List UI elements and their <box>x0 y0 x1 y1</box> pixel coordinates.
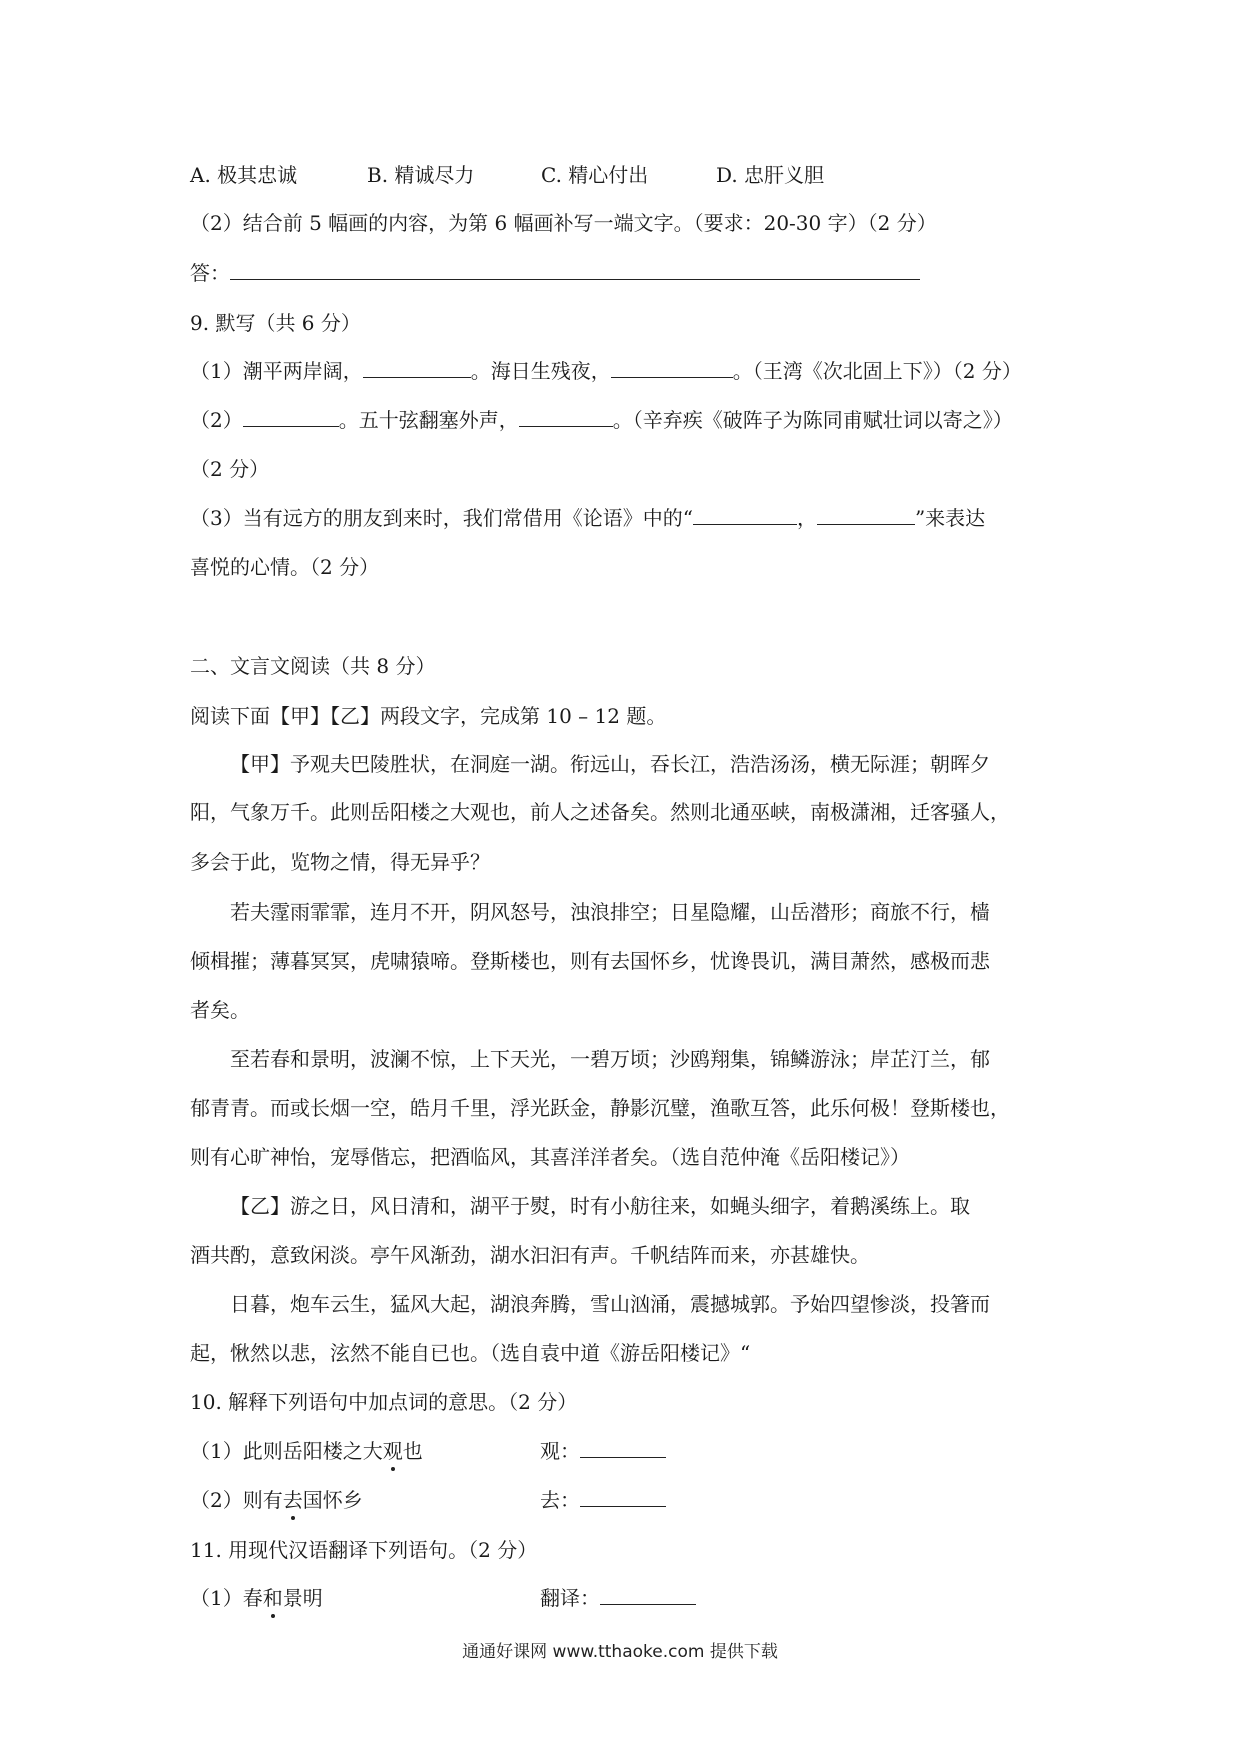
option-d: D. 忠肝义胆 <box>716 163 825 187</box>
q9-item3 <box>190 504 985 532</box>
dotted-word: 和 <box>262 1586 283 1610</box>
q9-blank <box>817 504 915 525</box>
jia-p3-line3: 则有心旷神怡，宠辱偕忘，把酒临风，其喜洋洋者矣。（选自范仲淹《岳阳楼记》） <box>190 1145 910 1169</box>
q11-item1-post: 景明 <box>282 1586 323 1610</box>
answer-blank <box>580 1486 666 1507</box>
jia-p2-line1: 若夫霪雨霏霏，连月不开，阴风怒号，浊浪排空；日星隐耀，山岳潜形；商旅不行，樯 <box>230 900 990 924</box>
q11-answer1-label: 翻译： <box>540 1586 600 1610</box>
answer-label: 答： <box>190 261 230 285</box>
q10-item2-pre: （2）则有 <box>190 1488 283 1512</box>
q10-item2 <box>190 1486 363 1514</box>
q11-answer1 <box>540 1584 696 1612</box>
q11-title: 11. 用现代汉语翻译下列语句。（2 分） <box>190 1538 538 1562</box>
yi-p1-line2: 酒共酌，意致闲淡。亭午风渐劲，湖水汩汩有声。千帆结阵而来，亦甚雄快。 <box>190 1243 870 1267</box>
jia-p3-line1: 至若春和景明，波澜不惊，上下天光，一碧万顷；沙鸥翔集，锦鳞游泳；岸芷汀兰，郁 <box>230 1047 990 1071</box>
q9-item1 <box>190 357 1022 385</box>
q9-item1-text-a: （1）潮平两岸阔， <box>190 359 363 383</box>
q9-blank <box>611 357 733 378</box>
answer-blank <box>230 259 920 280</box>
q9-item3-text-b: ， <box>796 506 817 530</box>
q10-item1-post: 也 <box>402 1439 423 1463</box>
answer-blank <box>600 1584 696 1605</box>
q9-item1-text-b: 。海日生残夜， <box>470 359 611 383</box>
jia-p1-line3: 多会于此，览物之情，得无异乎？ <box>190 850 490 874</box>
q9-item2-score: （2 分） <box>190 457 270 481</box>
answer-blank <box>580 1437 666 1458</box>
q10-title: 10. 解释下列语句中加点词的意思。（2 分） <box>190 1390 578 1414</box>
q8-answer-line <box>190 259 920 287</box>
jia-p1-line1: 【甲】予观夫巴陵胜状，在洞庭一湖。衔远山，吞长江，浩浩汤汤，横无际涯；朝晖夕 <box>230 752 990 776</box>
dotted-word: 去 <box>282 1488 303 1512</box>
q9-item3-text-a: （3）当有远方的朋友到来时，我们常借用《论语》中的“ <box>190 506 693 530</box>
q9-item1-text-c: 。（王湾《次北固上下》）（2 分） <box>732 359 1022 383</box>
q9-blank <box>693 504 797 525</box>
q10-answer1-label: 观： <box>540 1439 580 1463</box>
jia-p1-line2: 阳，气象万千。此则岳阳楼之大观也，前人之述备矣。然则北通巫峡，南极潇湘，迁客骚人， <box>190 800 1010 824</box>
q11-item1-pre: （1）春 <box>190 1586 263 1610</box>
q9-title: 9. 默写（共 6 分） <box>190 311 361 335</box>
q10-item2-post: 国怀乡 <box>302 1488 363 1512</box>
q9-item2-text-a: （2） <box>190 408 243 432</box>
q9-item3-cont: 喜悦的心情。（2 分） <box>190 555 380 579</box>
yi-p2-line2: 起，愀然以悲，泫然不能自已也。（选自袁中道《游岳阳楼记》“ <box>190 1341 751 1365</box>
yi-p2-line1: 日暮，炮车云生，猛风大起，湖浪奔腾，雪山汹涌，震撼城郭。予始四望惨淡，投箸而 <box>230 1292 990 1316</box>
jia-p2-line2: 倾楫摧；薄暮冥冥，虎啸猿啼。登斯楼也，则有去国怀乡，忧谗畏讥，满目萧然，感极而悲 <box>190 949 990 973</box>
q9-blank <box>243 406 339 427</box>
q10-item1 <box>190 1437 423 1465</box>
q10-item1-pre: （1）此则岳阳楼之大 <box>190 1439 383 1463</box>
q8-part2: （2）结合前 5 幅画的内容，为第 6 幅画补写一端文字。（要求：20-30 字）（2 分） <box>190 211 937 235</box>
option-c: C. 精心付出 <box>541 163 649 187</box>
q9-item2 <box>190 406 1013 434</box>
q9-item3-text-c: ”来表达 <box>914 506 986 530</box>
jia-p2-line3: 者矣。 <box>190 998 250 1022</box>
option-a: A. 极其忠诚 <box>190 163 298 187</box>
q11-item1 <box>190 1584 323 1612</box>
yi-p1-line1: 【乙】游之日，风日清和，湖平于熨，时有小舫往来，如蝇头细字，着鹅溪练上。取 <box>230 1194 970 1218</box>
q10-answer1 <box>540 1437 666 1465</box>
jia-p3-line2: 郁青青。而或长烟一空，皓月千里，浮光跃金，静影沉璧，渔歌互答，此乐何极！登斯楼也， <box>190 1096 1010 1120</box>
section-intro: 阅读下面【甲】【乙】两段文字，完成第 10 – 12 题。 <box>190 704 667 728</box>
q9-item2-text-c: 。（辛弃疾《破阵子为陈同甫赋壮词以寄之》） <box>612 408 1013 432</box>
q9-item2-text-b: 。五十弦翻塞外声， <box>338 408 519 432</box>
q10-answer2 <box>540 1486 666 1514</box>
section-heading: 二、文言文阅读（共 8 分） <box>190 654 436 678</box>
dotted-word: 观 <box>382 1439 403 1463</box>
q9-blank <box>519 406 613 427</box>
q9-blank <box>363 357 471 378</box>
option-b: B. 精诚尽力 <box>367 163 475 187</box>
footer-download-note: 通通好课网 www.tthaoke.com 提供下载 <box>462 1642 778 1662</box>
q10-answer2-label: 去： <box>540 1488 580 1512</box>
